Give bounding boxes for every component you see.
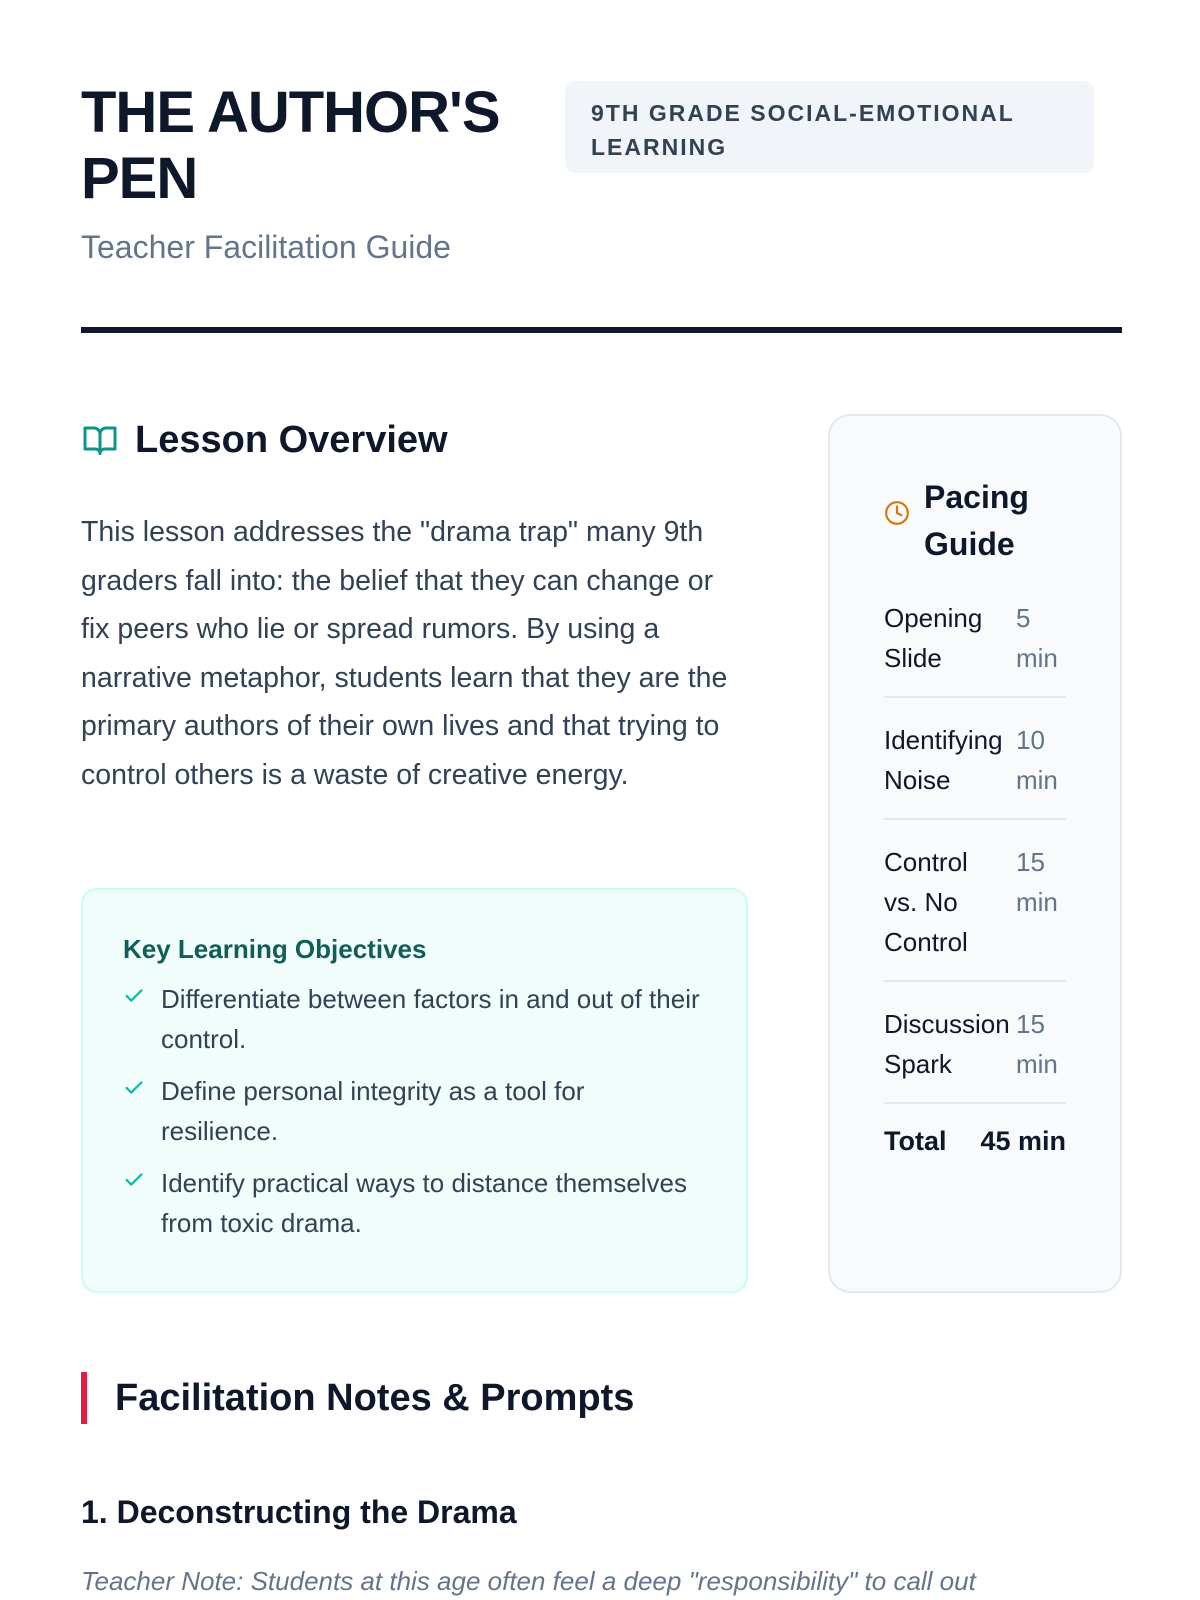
section-accent-bar — [81, 1372, 87, 1424]
pacing-total — [884, 1126, 1066, 1157]
page-subtitle: Teacher Facilitation Guide — [81, 229, 451, 265]
page-title: THE AUTHOR'S PEN — [81, 80, 500, 211]
check-icon — [123, 1169, 145, 1191]
header-divider — [81, 327, 1122, 333]
objective-item — [123, 1163, 706, 1243]
objectives-box — [81, 888, 748, 1293]
pacing-duration: 10 min — [1016, 725, 1058, 795]
pacing-activity: Identifying Noise — [884, 725, 1003, 795]
objectives-heading: Key Learning Objectives — [123, 934, 427, 964]
pacing-guide-card — [828, 414, 1122, 1293]
check-icon — [123, 985, 145, 1007]
pacing-duration: 15 min — [1016, 1009, 1058, 1079]
objective-item — [123, 979, 706, 1059]
facilitation-notes-title: Facilitation Notes & Prompts — [115, 1376, 635, 1419]
pacing-row — [884, 720, 1066, 820]
pacing-duration: 15 min — [1016, 847, 1058, 917]
pacing-activity: Opening Slide — [884, 603, 983, 673]
teacher-note: Teacher Note: Students at this age often feel a deep "responsibility" to call out — [81, 1566, 976, 1596]
lesson-guide-page — [81, 0, 1122, 1600]
pacing-guide-header — [884, 474, 1066, 568]
pacing-row — [884, 842, 1066, 982]
clock-icon — [884, 500, 910, 526]
facilitation-notes-heading — [81, 1372, 634, 1424]
objective-item — [123, 1071, 706, 1151]
book-icon — [81, 422, 119, 458]
lesson-overview-heading — [81, 413, 448, 467]
pacing-activity: Control vs. No Control — [884, 847, 968, 957]
overview-paragraph: This lesson addresses the "drama trap" many 9th graders fall into: the belief that they can change or fix peers who lie or spread rumors. By using a narrative metaphor, students learn that they are the primary authors of their own lives and that trying to control others is a waste of creative energy. — [81, 516, 728, 791]
grade-badge: 9TH GRADE SOCIAL-EMOTIONAL LEARNING — [565, 81, 1094, 173]
lesson-overview-title: Lesson Overview — [135, 418, 448, 461]
step-heading: 1. Deconstructing the Drama — [81, 1494, 517, 1530]
objective-text: Differentiate between factors in and out of their control. — [161, 984, 700, 1054]
objective-text: Identify practical ways to distance themselves from toxic drama. — [161, 1168, 688, 1238]
objective-text: Define personal integrity as a tool for resilience. — [161, 1076, 585, 1146]
pacing-total-label: Total — [884, 1126, 947, 1156]
pacing-row — [884, 1004, 1066, 1104]
pacing-activity: Discussion Spark — [884, 1009, 1010, 1079]
pacing-row — [884, 598, 1066, 698]
pacing-total-value: 45 min — [980, 1126, 1066, 1156]
pacing-guide-title: Pacing Guide — [924, 479, 1029, 562]
check-icon — [123, 1077, 145, 1099]
pacing-duration: 5 min — [1016, 603, 1058, 673]
